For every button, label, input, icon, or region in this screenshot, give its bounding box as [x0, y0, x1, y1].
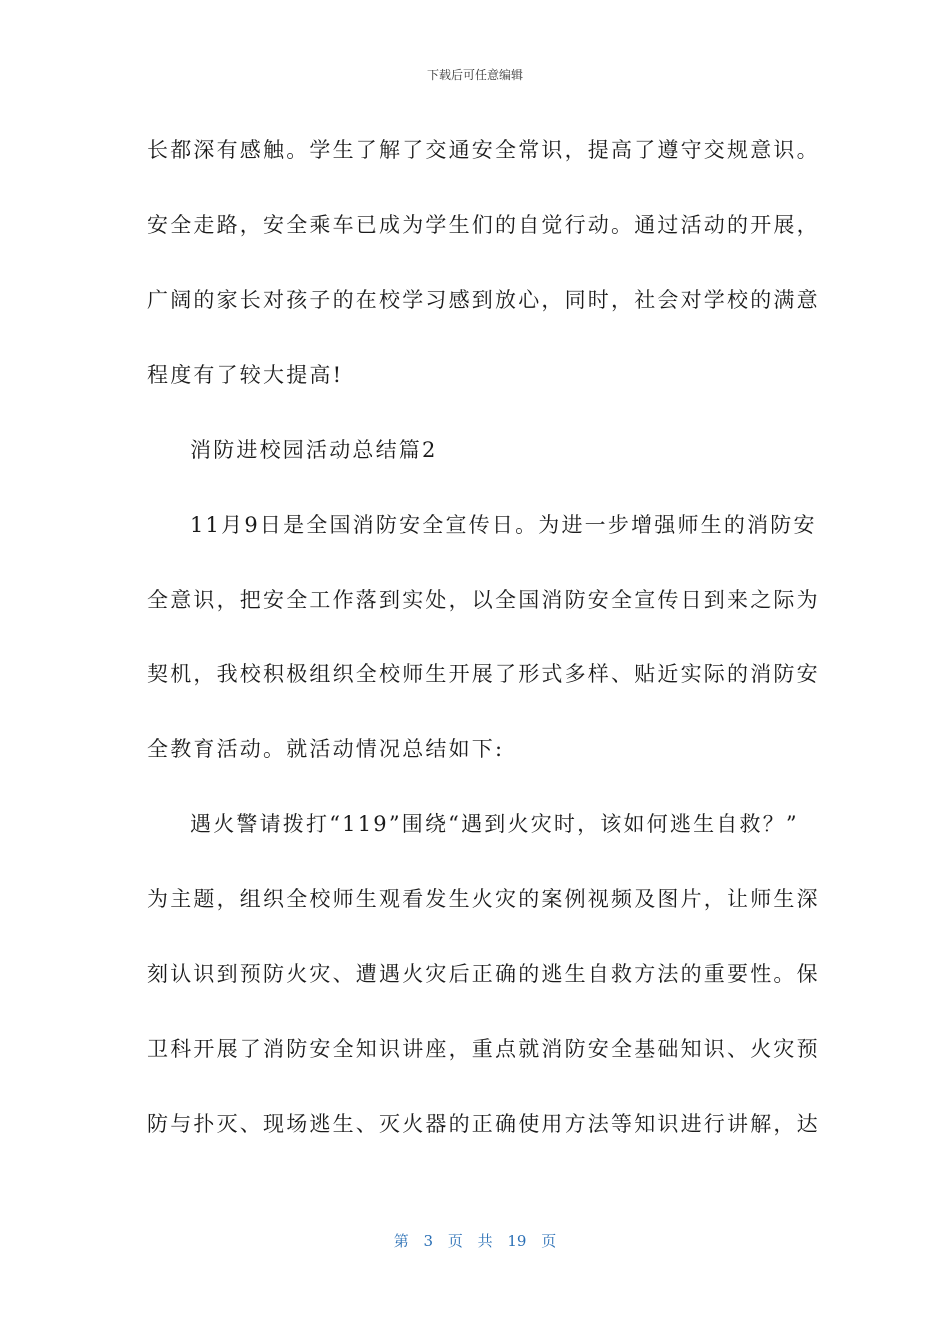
- page-number-footer: 第 3 页 共 19 页: [393, 1232, 557, 1250]
- section-heading: 消防进校园活动总结篇2: [190, 438, 438, 462]
- body-line: 遇火警请拨打“119”围绕“遇到火灾时，该如何逃生自救？”: [190, 812, 799, 836]
- body-line: 契机，我校积极组织全校师生开展了形式多样、贴近实际的消防安: [147, 662, 820, 686]
- body-line: 全教育活动。就活动情况总结如下:: [147, 737, 505, 761]
- body-line: 安全走路，安全乘车已成为学生们的自觉行动。通过活动的开展，: [147, 213, 820, 237]
- body-line: 为主题，组织全校师生观看发生火灾的案例视频及图片，让师生深: [147, 887, 820, 911]
- body-line: 全意识，把安全工作落到实处，以全国消防安全宣传日到来之际为: [147, 588, 820, 612]
- body-line: 程度有了较大提高!: [147, 363, 344, 387]
- page-header: 下载后可任意编辑: [426, 68, 523, 82]
- body-line: 刻认识到预防火灾、遭遇火灾后正确的逃生自救方法的重要性。保: [147, 962, 820, 986]
- body-line: 卫科开展了消防安全知识讲座，重点就消防安全基础知识、火灾预: [147, 1037, 820, 1061]
- body-line: 防与扑灭、现场逃生、灭火器的正确使用方法等知识进行讲解，达: [147, 1112, 820, 1136]
- body-line: 长都深有感触。学生了解了交通安全常识，提高了遵守交规意识。: [147, 138, 820, 162]
- body-line: 广阔的家长对孩子的在校学习感到放心，同时，社会对学校的满意: [147, 288, 820, 312]
- body-line: 11月9日是全国消防安全宣传日。为进一步增强师生的消防安: [190, 513, 817, 537]
